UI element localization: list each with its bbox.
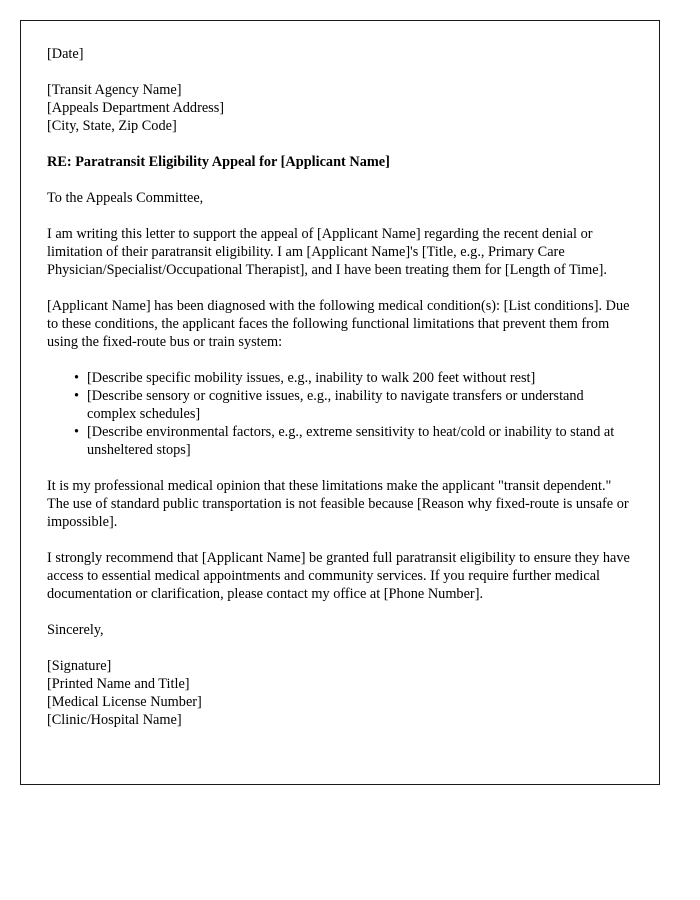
body-paragraph-2: [Applicant Name] has been diagnosed with the following medical condition(s): [List conditions]. Due to these conditions, the applicant faces the following functional limitations that prevent them from using the fixed-route bus or train system:	[47, 298, 630, 350]
date-line: [Date]	[47, 46, 84, 62]
recipient-department-address: [Appeals Department Address]	[47, 100, 225, 116]
recipient-agency-name: [Transit Agency Name]	[47, 82, 182, 98]
recipient-address-block	[47, 81, 635, 135]
spacer	[47, 63, 635, 81]
body-paragraph-4: I strongly recommend that [Applicant Name] be granted full paratransit eligibility to ensure they have access to essential medical appointments and community services. If you require further medical documentation or clarification, please contact my office at [Phone Number].	[47, 550, 630, 602]
clinic-hospital-name: [Clinic/Hospital Name]	[47, 712, 182, 728]
limitations-bullet-list	[47, 369, 635, 459]
document-page-border	[20, 20, 660, 785]
subject-line: RE: Paratransit Eligibility Appeal for [Applicant Name]	[47, 154, 390, 170]
spacer	[47, 459, 635, 477]
list-item-text: [Describe sensory or cognitive issues, e.g., inability to navigate transfers or understand complex schedules]	[87, 388, 584, 422]
spacer	[47, 603, 635, 621]
printed-name-and-title: [Printed Name and Title]	[47, 676, 190, 692]
salutation: To the Appeals Committee,	[47, 190, 204, 206]
list-item-text: [Describe environmental factors, e.g., extreme sensitivity to heat/cold or inability to stand at unsheltered stops]	[87, 424, 615, 458]
list-item	[47, 387, 635, 423]
body-paragraph-1: I am writing this letter to support the appeal of [Applicant Name] regarding the recent denial or limitation of their paratransit eligibility. I am [Applicant Name]'s [Title, e.g., Primary Care Physician/Specialist/Occupational Therapist], and I have been treating them for [Length of Time].	[47, 226, 607, 278]
spacer	[47, 639, 635, 657]
spacer	[47, 135, 635, 153]
letter-content	[47, 45, 635, 729]
spacer	[47, 207, 635, 225]
list-item	[47, 423, 635, 459]
signature-placeholder: [Signature]	[47, 658, 112, 674]
spacer	[47, 531, 635, 549]
spacer	[47, 171, 635, 189]
list-item	[47, 369, 635, 387]
bullet-point-icon: •	[74, 388, 80, 404]
spacer	[47, 279, 635, 297]
spacer	[47, 351, 635, 369]
bullet-point-icon: •	[74, 370, 80, 386]
bullet-point-icon: •	[74, 424, 80, 440]
list-item-text: [Describe specific mobility issues, e.g., inability to walk 200 feet without rest]	[87, 370, 536, 386]
closing-line: Sincerely,	[47, 622, 104, 638]
body-paragraph-3: It is my professional medical opinion that these limitations make the applicant "transit dependent." The use of standard public transportation is not feasible because [Reason why fixed-route is unsafe or impossible].	[47, 478, 629, 530]
medical-license-number: [Medical License Number]	[47, 694, 202, 710]
signature-block	[47, 657, 635, 729]
recipient-city-state-zip: [City, State, Zip Code]	[47, 118, 177, 134]
